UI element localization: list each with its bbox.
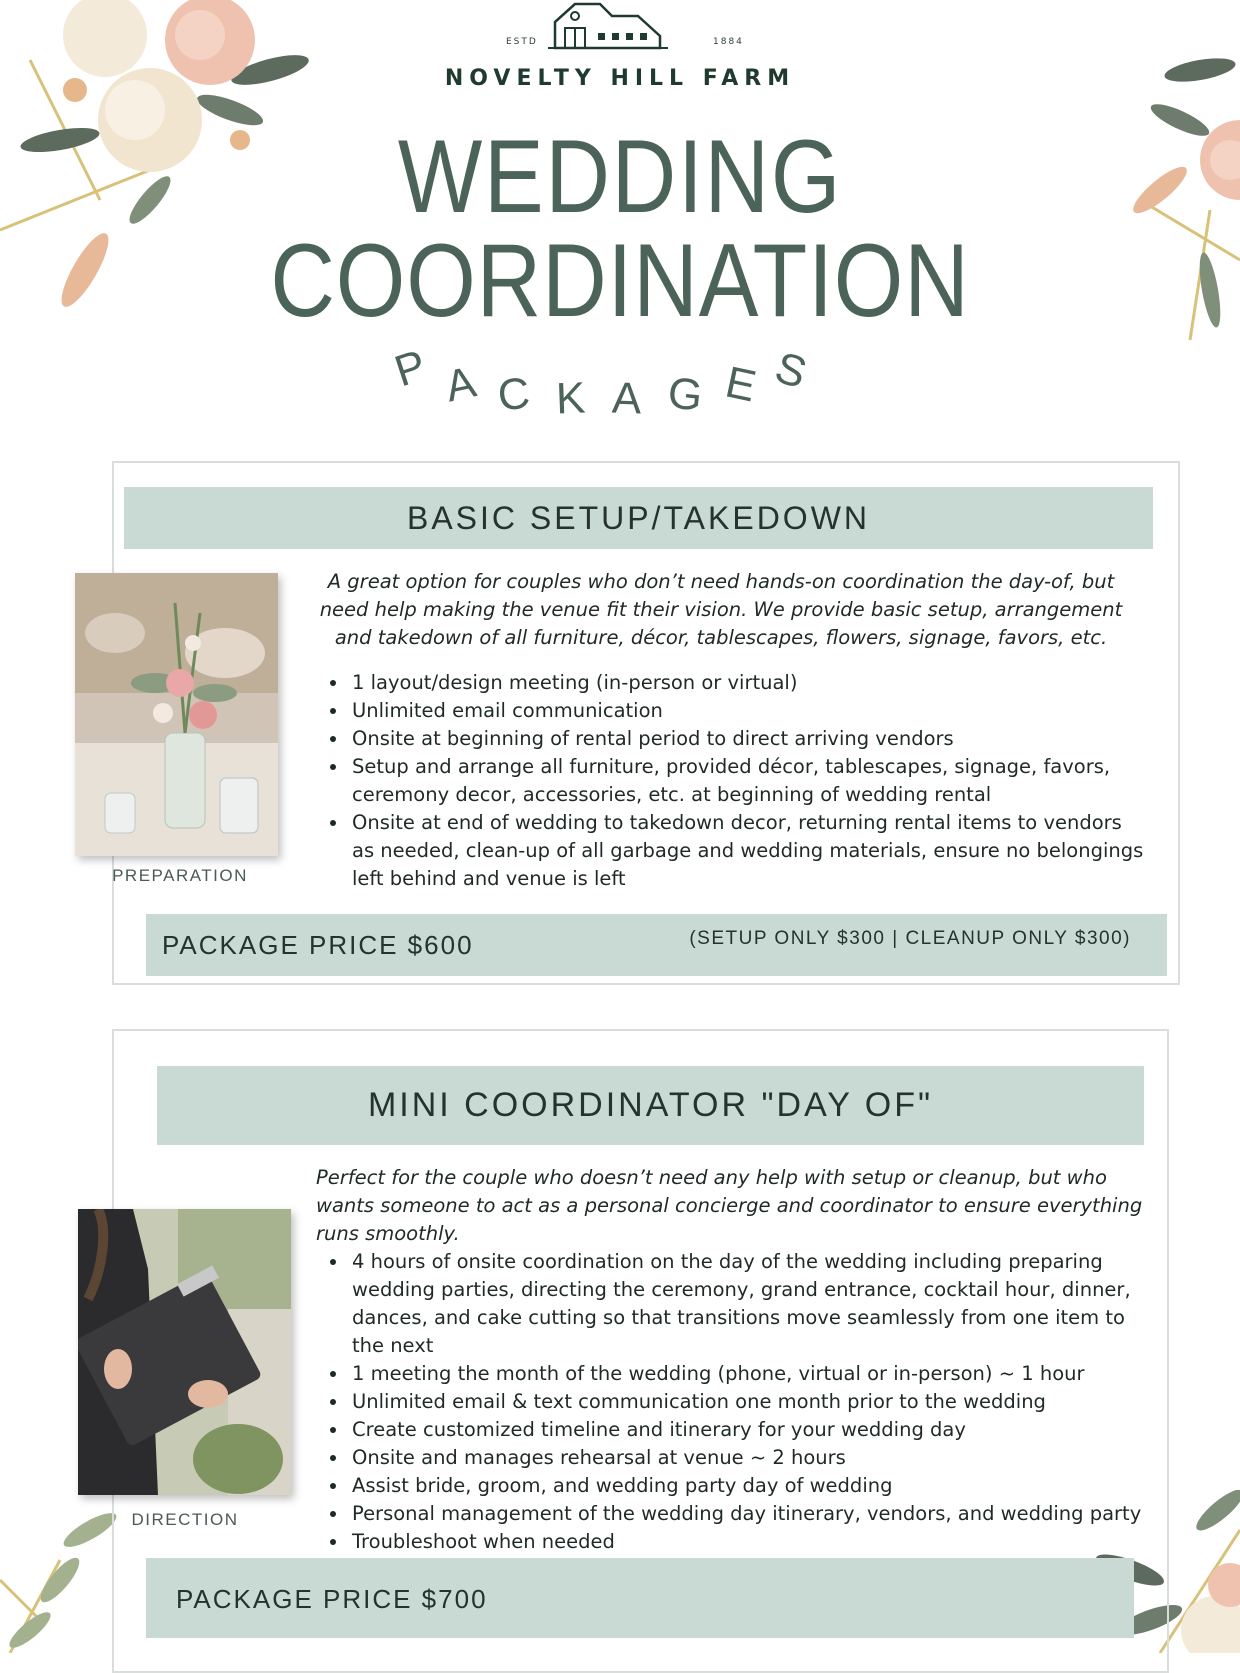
feature-item: 1 layout/design meeting (in-person or virtual)	[316, 669, 1146, 697]
logo-year-label: 1884	[713, 37, 744, 47]
subtitle-letter: C	[495, 368, 533, 421]
photo-caption: PREPARATION	[112, 866, 248, 885]
subtitle-letter: P	[388, 340, 433, 397]
package-title-band	[157, 1066, 1144, 1145]
coordinator-clipboard-image	[78, 1209, 291, 1495]
subtitle-letter: E	[721, 357, 761, 412]
logo-estd-label: ESTD	[506, 37, 538, 47]
package-price-band	[146, 914, 1167, 976]
package-feature-list	[316, 1248, 1156, 1556]
feature-item: Troubleshoot when needed	[316, 1528, 1156, 1556]
package-feature-list	[316, 669, 1146, 893]
package-price-band	[146, 1558, 1134, 1638]
feature-item: Onsite and manages rehearsal at venue ~ 2 hours	[316, 1444, 1156, 1472]
feature-item: 4 hours of onsite coordination on the day of the wedding including preparing wedding parties, directing the ceremony, grand entrance, cocktail hour, dinner, dances, and cake cutting so that transitions move seamlessly from one item to the next	[316, 1248, 1156, 1360]
feature-item: 1 meeting the month of the wedding (phone, virtual or in-person) ~ 1 hour	[316, 1360, 1156, 1388]
preparation-photo	[75, 573, 278, 856]
feature-item: Onsite at beginning of rental period to direct arriving vendors	[316, 725, 1146, 753]
package-price: PACKAGE PRICE $600	[162, 930, 474, 960]
farm-name: NOVELTY HILL FARM	[444, 66, 796, 91]
feature-item: Personal management of the wedding day itinerary, vendors, and wedding party	[316, 1500, 1156, 1528]
feature-item: Unlimited email communication	[316, 697, 1146, 725]
direction-photo	[78, 1209, 291, 1495]
page-title-line2: COORDINATION	[270, 223, 970, 339]
subtitle-letter: A	[611, 373, 643, 424]
barn-logo-icon	[500, 0, 740, 60]
package-title-band	[124, 487, 1153, 549]
subtitle-letter: A	[441, 357, 481, 412]
feature-item: Setup and arrange all furniture, provided décor, tablescapes, signage, favors, ceremony decor, accessories, etc. at beginning of wedding rental	[316, 753, 1146, 809]
package-description: A great option for couples who don’t need hands-on coordination the day-of, but need help making the venue fit their vision. We provide basic setup, arrangement and takedown of all furniture, décor, tablescapes, flowers, signage, favors, etc.	[319, 570, 1123, 649]
subtitle-letter: K	[555, 373, 587, 424]
feature-item: Create customized timeline and itinerary for your wedding day	[316, 1416, 1156, 1444]
feature-item: Unlimited email & text communication one month prior to the wedding	[316, 1388, 1156, 1416]
package-title: BASIC SETUP/TAKEDOWN	[406, 500, 870, 536]
feature-item: Assist bride, groom, and wedding party day of wedding	[316, 1472, 1156, 1500]
page-title-line1: WEDDING	[397, 119, 843, 235]
package-price: PACKAGE PRICE $700	[176, 1584, 488, 1614]
subtitle-letter: G	[665, 368, 705, 421]
feature-item: Onsite at end of wedding to takedown decor, returning rental items to vendors as needed, clean-up of all garbage and wedding materials, ensure no belongings left behind and venue is left	[316, 809, 1146, 893]
package-price-note: (SETUP ONLY $300 | CLEANUP ONLY $300)	[689, 928, 1131, 949]
floral-centerpiece-image	[75, 573, 278, 856]
subtitle-letter: S	[769, 342, 813, 399]
photo-caption: DIRECTION	[131, 1510, 239, 1529]
package-description: Perfect for the couple who doesn’t need any help with setup or cleanup, but who wants someone to act as a personal concierge and coordinator to ensure everything runs smoothly.	[316, 1166, 1143, 1245]
package-title: MINI COORDINATOR "DAY OF"	[367, 1086, 934, 1124]
